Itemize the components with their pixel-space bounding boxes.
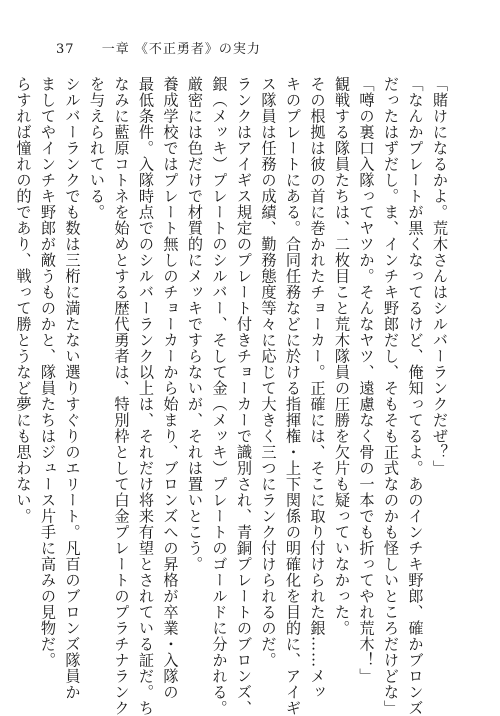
text-line: 最低条件。入隊時点でのシルバーランク以上は、それだけ将来有望とされている証だ。ち — [137, 76, 155, 716]
text-line: らすれば憧れの的であり、戦って勝とうなど夢にも思わない。 — [14, 76, 33, 524]
text-line: 厳密には色だけで材質的にメッキですらないが、それは置いとこう。 — [186, 76, 204, 572]
running-header — [56, 38, 261, 57]
text-line: 観戦する隊員たちは、二枚目こと荒木隊員の圧勝を欠片も疑っていなかった。 — [333, 76, 351, 636]
text-line: ましてやインチキ野郎が敵うものかと、隊員たちはジュース片手に高みの見物だ。 — [39, 76, 57, 668]
text-line: 養成学校ではプレート無しのチョーカーから始まり、ブロンズへの昇格が卒業・入隊の — [161, 76, 180, 700]
text-line: なみに藍原コトネを始めとする歴代勇者は、特別枠として白金プレートのプラチナランク — [112, 76, 131, 716]
text-line: だったはずだし。ま、インチキ野郎だし、そもそも正式なのかも怪しいところだけどな」 — [382, 76, 400, 716]
body-text — [14, 76, 452, 716]
page-number: 37 — [56, 42, 75, 57]
text-line: 銀（メッキ）プレートのシルバー、そして金（メッキ）プレートのゴールドに分かれる。 — [210, 76, 229, 716]
text-line: ランクはアイギス規定のプレート付きチョーカーで識別され、青銅プレートのブロンズ、 — [235, 76, 253, 716]
text-line: 「賭けになるかよ。荒木さんはシルバーランクだぜ？」 — [431, 76, 449, 476]
text-line: 「なんかプレートが黒くなってるけど、俺知ってるよ。あのインチキ野郎、確かブロンズ — [406, 76, 425, 716]
text-line: キのプレートにある。合同任務などに於ける指揮権・上下関係の明確化を目的に、アイギ — [284, 76, 302, 716]
text-line: その根拠は彼の首に巻かれたチョーカー。正確には、そこに取り付けられた銀……メッ — [308, 76, 327, 700]
text-line: 「噂の裏口入隊ってヤツか。そんなヤツ、遠慮なく骨の一本でも折ってやれ荒木！」 — [357, 76, 376, 684]
text-line: シルバーランクでも数は三桁に満たない選りすぐりのエリート。凡百のブロンズ隊員か — [63, 76, 82, 700]
text-line: を与えられている。 — [88, 76, 106, 220]
text-line: ス隊員は任務の成績、勤務態度等々に応じて大きく三つにランク付けられるのだ。 — [259, 76, 278, 668]
chapter-title: 一章 《不正勇者》の実力 — [101, 42, 261, 57]
